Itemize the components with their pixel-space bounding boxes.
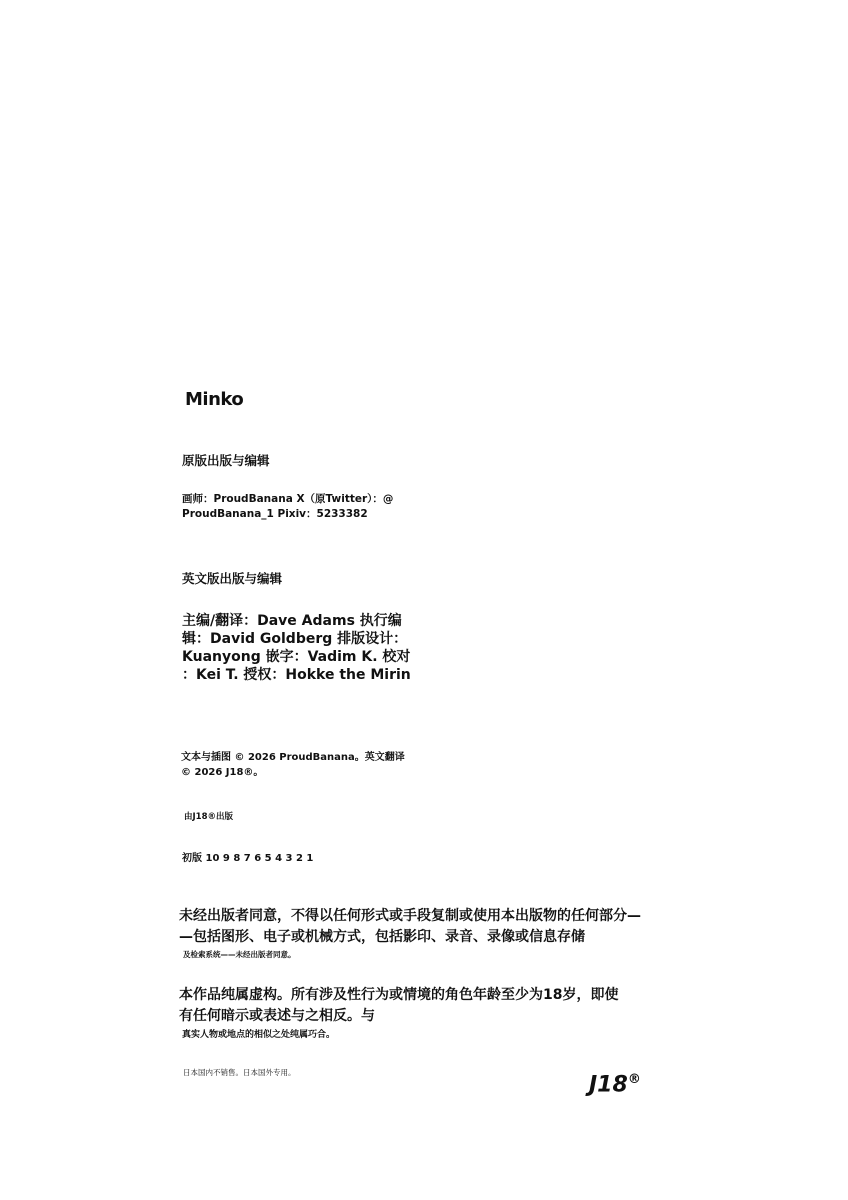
- fiction-line-1: 本作品纯属虚构。所有涉及性行为或情境的角色年龄至少为18岁，即使: [179, 987, 619, 1003]
- artist-credit-line-1: 画师：ProudBanana X（原Twitter）：@: [182, 493, 394, 505]
- credits-line-2: 辑：David Goldberg 排版设计：: [182, 631, 408, 647]
- copyright-notice: [181, 750, 405, 780]
- book-title: Minko: [185, 389, 244, 410]
- rights-notice: [179, 906, 664, 962]
- sale-region-note: 日本国内不销售。日本国外专用。: [183, 1068, 296, 1077]
- credits-line-3: Kuanyong 嵌字：Vadim K. 校对: [182, 649, 411, 665]
- copyright-line-2: © 2026 J18®。: [181, 767, 264, 778]
- registered-mark: ®: [627, 1072, 641, 1087]
- credits-line-4: ：Kei T. 授权：Hokke the Mirin: [182, 667, 411, 683]
- copyright-line-1: 文本与插图 © 2026 ProudBanana。英文翻译: [181, 752, 405, 763]
- rights-line-1: 未经出版者同意，不得以任何形式或手段复制或使用本出版物的任何部分—: [179, 908, 641, 924]
- fiction-disclaimer: [179, 985, 664, 1043]
- fiction-line-3: 真实人物或地点的相似之处纯属巧合。: [182, 1030, 336, 1040]
- logo-text: J18: [589, 1072, 628, 1098]
- english-credits: [182, 612, 412, 684]
- artist-credit-line-2: ProudBanana_1 Pixiv：5233382: [182, 508, 368, 520]
- publisher-line: 由J18®出版: [184, 812, 233, 822]
- original-edition-heading: 原版出版与编辑: [182, 453, 270, 468]
- artist-credit: [182, 492, 393, 522]
- rights-line-2: —包括图形、电子或机械方式，包括影印、录音、录像或信息存储: [179, 929, 585, 945]
- credits-line-1: 主编/翻译：Dave Adams 执行编: [182, 613, 402, 629]
- j18-logo: [589, 1072, 641, 1097]
- english-edition-heading: 英文版出版与编辑: [182, 571, 283, 586]
- fiction-line-2: 有任何暗示或表述与之相反。与: [179, 1008, 375, 1024]
- printing-line: 初版 10 9 8 7 6 5 4 3 2 1: [182, 853, 314, 864]
- rights-line-3: 及检索系统——未经出版者同意。: [183, 950, 296, 959]
